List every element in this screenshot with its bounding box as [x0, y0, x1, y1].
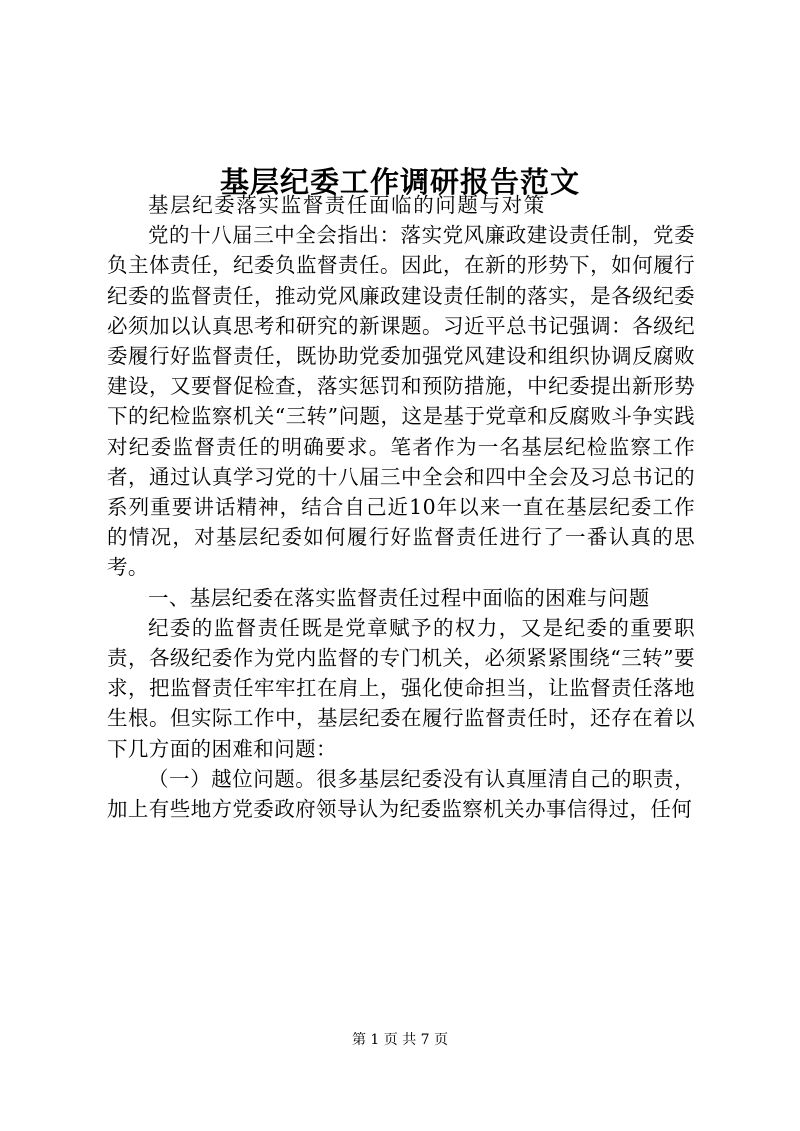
- section-heading: 一、基层纪委在落实监督责任过程中面临的困难与问题: [148, 585, 650, 610]
- body-paragraph: （一）越位问题。很多基层纪委没有认真厘清自己的职责，加上有些地方党委政府领导认为纪委监察机关办事信得过，任何: [107, 766, 695, 822]
- body-paragraph: 纪委的监督责任既是党章赋予的权力，又是纪委的重要职责，各级纪委作为党内监督的专门机关，必须紧紧围绕“三转”要求，把监督责任牢牢扛在肩上，强化使命担当，让监督责任落地生根。但实际工作中，基层纪委在履行监督责任时，还存在着以下几方面的困难和问题：: [107, 615, 695, 761]
- page-number-footer: 第 1 页 共 7 页: [351, 1032, 449, 1048]
- document-body: [107, 190, 695, 824]
- page-title: 基层纪委工作调研报告范文: [219, 165, 580, 200]
- subtitle-paragraph: 基层纪委落实监督责任面临的问题与对策: [148, 193, 546, 217]
- body-paragraph: 党的十八届三中全会指出：落实党风廉政建设责任制，党委负主体责任，纪委负监督责任。因此，在新的形势下，如何履行纪委的监督责任，推动党风廉政建设责任制的落实，是各级纪委必须加以认真思考和研究的新课题。习近平总书记强调：各级纪委履行好监督责任，既协助党委加强党风建设和组织协调反腐败建设，又要督促检查，落实惩罚和预防措施，中纪委提出新形势下的纪检监察机关“三转”问题，这是基于党章和反腐败斗争实践对纪委监督责任的明确要求。笔者作为一名基层纪检监察工作者，通过认真学习党的十八届三中全会和四中全会及习总书记的系列重要讲话精神，结合自己近10年以来一直在基层纪委工作的情况，对基层纪委如何履行好监督责任进行了一番认真的思考。: [107, 223, 695, 580]
